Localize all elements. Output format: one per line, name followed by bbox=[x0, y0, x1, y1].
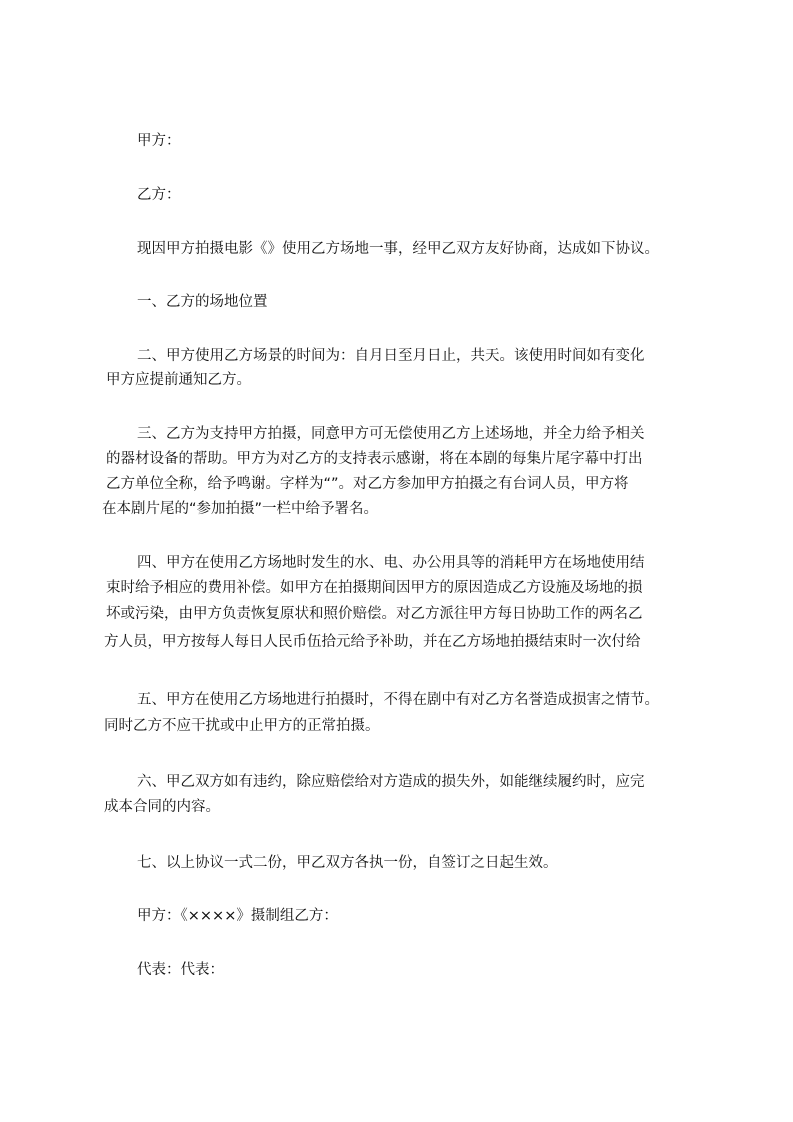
clause-3-line: 三、乙方为支持甲方拍摄，同意甲方可无偿使用乙方上述场地，并全力给予相关 bbox=[137, 426, 645, 442]
clause-2-line: 甲方应提前通知乙方。 bbox=[106, 372, 251, 388]
signature-parties-line: 甲方：《××××》摄制组乙方： bbox=[137, 908, 338, 924]
clause-4-line: 坏或污染，由甲方负责恢复原状和照价赔偿。对乙方派往甲方每日协助工作的两名乙 bbox=[106, 606, 643, 622]
clause-4-line: 束时给予相应的费用补偿。如甲方在拍摄期间因甲方的原因造成乙方设施及场地的损 bbox=[106, 580, 643, 596]
clause-7-paragraph: 七、以上协议一式二份，甲乙双方各执一份，自签订之日起生效。 bbox=[137, 855, 558, 871]
clause-6-line: 成本合同的内容。 bbox=[104, 799, 220, 815]
clause-3-line: 在本剧片尾的“参加拍摄”一栏中给予署名。 bbox=[102, 501, 379, 517]
intro-paragraph: 现因甲方拍摄电影《》使用乙方场地一事，经甲乙双方友好协商，达成如下协议。 bbox=[137, 241, 659, 257]
party-a-label: 甲方： bbox=[137, 133, 181, 149]
clause-5-line: 同时乙方不应干扰或中止甲方的正常拍摄。 bbox=[104, 718, 380, 734]
representatives-line: 代表：代表： bbox=[137, 962, 224, 978]
clause-5-line: 五、甲方在使用乙方场地进行拍摄时，不得在剧中有对乙方名誉造成损害之情节。 bbox=[137, 692, 659, 708]
clause-3-line: 乙方单位全称，给予鸣谢。字样为“”。对乙方参加甲方拍摄之有台词人员，甲方将 bbox=[106, 476, 629, 492]
party-b-label: 乙方： bbox=[137, 187, 181, 203]
clause-1-heading: 一、乙方的场地位置 bbox=[137, 294, 268, 310]
clause-4-line: 四、甲方在使用乙方场地时发生的水、电、办公用具等的消耗甲方在场地使用结 bbox=[137, 555, 645, 571]
clause-4-line: 方人员，甲方按每人每日人民币伍拾元给予补助，并在乙方场地拍摄结束时一次付给 bbox=[104, 634, 641, 650]
clause-6-line: 六、甲乙双方如有违约，除应赔偿给对方造成的损失外，如能继续履约时，应完 bbox=[137, 774, 645, 790]
clause-2-line: 二、甲方使用乙方场景的时间为：自月日至月日止，共天。该使用时间如有变化 bbox=[137, 348, 645, 364]
clause-3-line: 的器材设备的帮助。甲方为对乙方的支持表示感谢，将在本剧的每集片尾字幕中打出 bbox=[106, 451, 643, 467]
